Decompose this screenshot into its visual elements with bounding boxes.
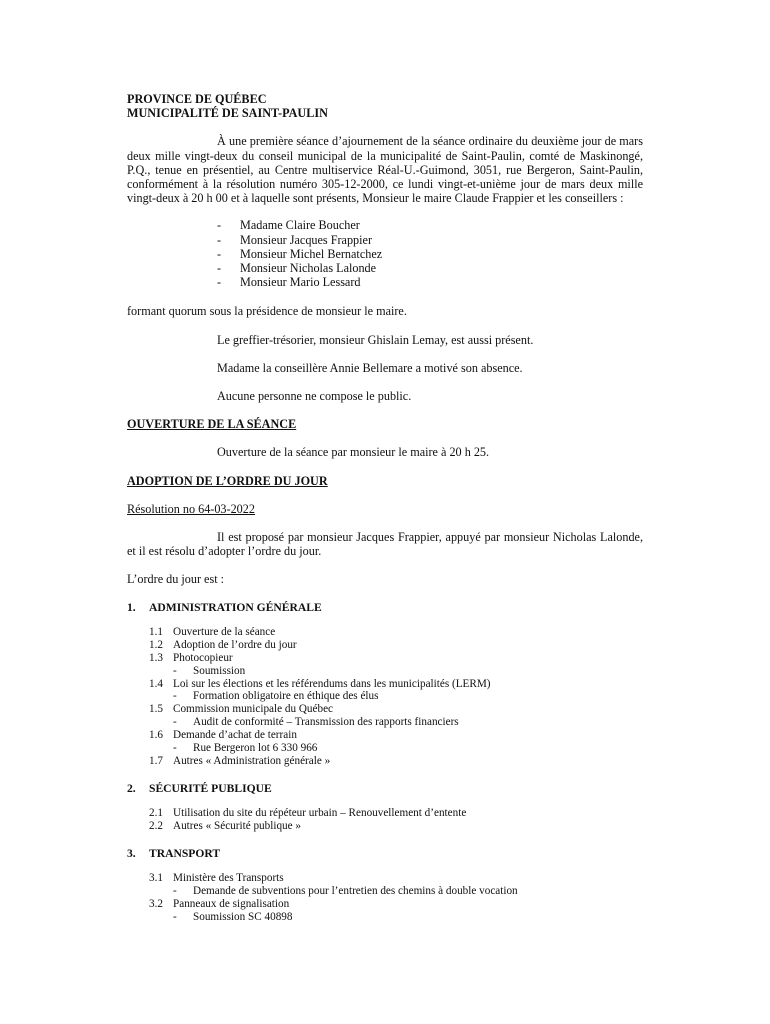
item-text: Autres « Sécurité publique » (173, 819, 302, 832)
agenda-item (149, 807, 643, 820)
item-number: 2.2 (149, 819, 163, 832)
agenda-section-1-items (127, 626, 643, 768)
agenda-section-2-items (127, 807, 643, 833)
list-item (217, 275, 643, 289)
item-number: 1.1 (149, 625, 163, 638)
header-province: PROVINCE DE QUÉBEC (127, 92, 267, 106)
list-item (217, 261, 643, 275)
section-number: 2. (127, 781, 136, 795)
item-number: 1.7 (149, 754, 163, 767)
ouverture-heading: OUVERTURE DE LA SÉANCE (127, 417, 297, 432)
subitem-text: Soumission (193, 664, 246, 677)
list-dash: - (173, 742, 177, 755)
agenda-item (149, 639, 643, 652)
quorum-text: formant quorum sous la présidence de monsieur le maire. (127, 304, 407, 319)
list-dash: - (217, 232, 222, 247)
councillor-name: Madame Claire Boucher (240, 218, 360, 233)
item-text: Loi sur les élections et les référendums dans les municipalités (LERM) (173, 677, 491, 690)
list-dash: - (173, 910, 177, 923)
agenda-item (149, 703, 643, 716)
agenda-subitem (149, 885, 643, 898)
item-number: 1.3 (149, 651, 163, 664)
item-text: Commission municipale du Québec (173, 703, 334, 716)
section-title: SÉCURITÉ PUBLIQUE (149, 781, 272, 795)
list-dash: - (217, 261, 222, 276)
section-title: ADMINISTRATION GÉNÉRALE (149, 600, 322, 614)
agenda-item (149, 678, 643, 691)
item-text: Ouverture de la séance (173, 625, 276, 638)
agenda-item (149, 729, 643, 742)
item-text: Photocopieur (173, 651, 233, 664)
agenda-section-3-items (127, 872, 643, 924)
item-number: 1.6 (149, 729, 163, 742)
item-text: Ministère des Transports (173, 872, 284, 885)
agenda-item (149, 626, 643, 639)
adoption-heading: ADOPTION DE L’ORDRE DU JOUR (127, 473, 328, 488)
list-dash: - (173, 884, 177, 897)
intro-paragraph: À une première séance d’ajournement de la séance ordinaire du deuxième jour de mars deux mille vingt-deux du conseil municipal de la municipalité de Saint-Paulin, comté de Maskinongé, P.Q., tenue en présentiel, au Centre multiservice Réal-U.-Guimond, 3051, rue Bergeron, Saint-Paulin, conformément à la résolution numéro 305-12-2000, ce lundi vingt-et-unième jour de mars deux mille vingt-deux à 20 h 00 et à laquelle sont présents, Monsieur le maire Claude Frappier et les conseillers : (127, 134, 643, 206)
section-title: TRANSPORT (149, 846, 221, 860)
subitem-text: Soumission SC 40898 (193, 910, 293, 923)
agenda-subitem (149, 665, 643, 678)
councillor-list (127, 218, 643, 289)
agenda-section-2 (127, 782, 643, 796)
greffier-text: Le greffier-trésorier, monsieur Ghislain Lemay, est aussi présent. (217, 332, 534, 347)
item-number: 1.2 (149, 638, 163, 651)
subitem-text: Demande de subventions pour l’entretien des chemins à double vocation (193, 884, 518, 897)
subitem-text: Audit de conformité – Transmission des rapports financiers (193, 716, 459, 729)
agenda-subitem (149, 911, 643, 924)
list-item (217, 233, 643, 247)
item-number: 3.2 (149, 897, 163, 910)
councillor-name: Monsieur Jacques Frappier (240, 232, 372, 247)
agenda-intro: L’ordre du jour est : (127, 572, 225, 587)
agenda-item (149, 872, 643, 885)
minutes-document (127, 92, 643, 924)
list-dash: - (217, 218, 222, 233)
subitem-text: Formation obligatoire en éthique des élus (193, 690, 379, 703)
header-municipality: MUNICIPALITÉ DE SAINT-PAULIN (127, 106, 328, 121)
item-text: Demande d’achat de terrain (173, 729, 297, 742)
agenda-subitem (149, 690, 643, 703)
section-number: 3. (127, 846, 136, 860)
item-text: Adoption de l’ordre du jour (173, 638, 297, 651)
list-dash: - (173, 664, 177, 677)
item-number: 1.4 (149, 677, 163, 690)
councillor-name: Monsieur Michel Bernatchez (240, 246, 383, 261)
item-text: Panneaux de signalisation (173, 897, 290, 910)
adoption-text: Il est proposé par monsieur Jacques Frappier, appuyé par monsieur Nicholas Lalonde, et il est résolu d’adopter l’ordre du jour. (127, 530, 643, 559)
list-dash: - (217, 246, 222, 261)
agenda-subitem (149, 742, 643, 755)
list-item (217, 247, 643, 261)
agenda-section-1 (127, 601, 643, 615)
agenda-item (149, 898, 643, 911)
list-dash: - (173, 716, 177, 729)
list-dash: - (173, 690, 177, 703)
agenda-item (149, 652, 643, 665)
agenda-subitem (149, 716, 643, 729)
ouverture-text: Ouverture de la séance par monsieur le maire à 20 h 25. (217, 445, 490, 460)
item-number: 3.1 (149, 872, 163, 885)
absence-text: Madame la conseillère Annie Bellemare a motivé son absence. (217, 360, 523, 375)
councillor-name: Monsieur Nicholas Lalonde (240, 261, 377, 276)
agenda-section-3 (127, 847, 643, 861)
councillor-name: Monsieur Mario Lessard (240, 275, 361, 290)
agenda-item (149, 820, 643, 833)
resolution-number: Résolution no 64-03-2022 (127, 501, 255, 516)
item-text: Utilisation du site du répéteur urbain – Renouvellement d’entente (173, 807, 467, 820)
agenda-item (149, 755, 643, 768)
item-number: 2.1 (149, 807, 163, 820)
item-number: 1.5 (149, 703, 163, 716)
list-dash: - (217, 275, 222, 290)
item-text: Autres « Administration générale » (173, 754, 331, 767)
public-text: Aucune personne ne compose le public. (217, 389, 412, 404)
section-number: 1. (127, 600, 136, 614)
subitem-text: Rue Bergeron lot 6 330 966 (193, 742, 318, 755)
list-item (217, 218, 643, 232)
